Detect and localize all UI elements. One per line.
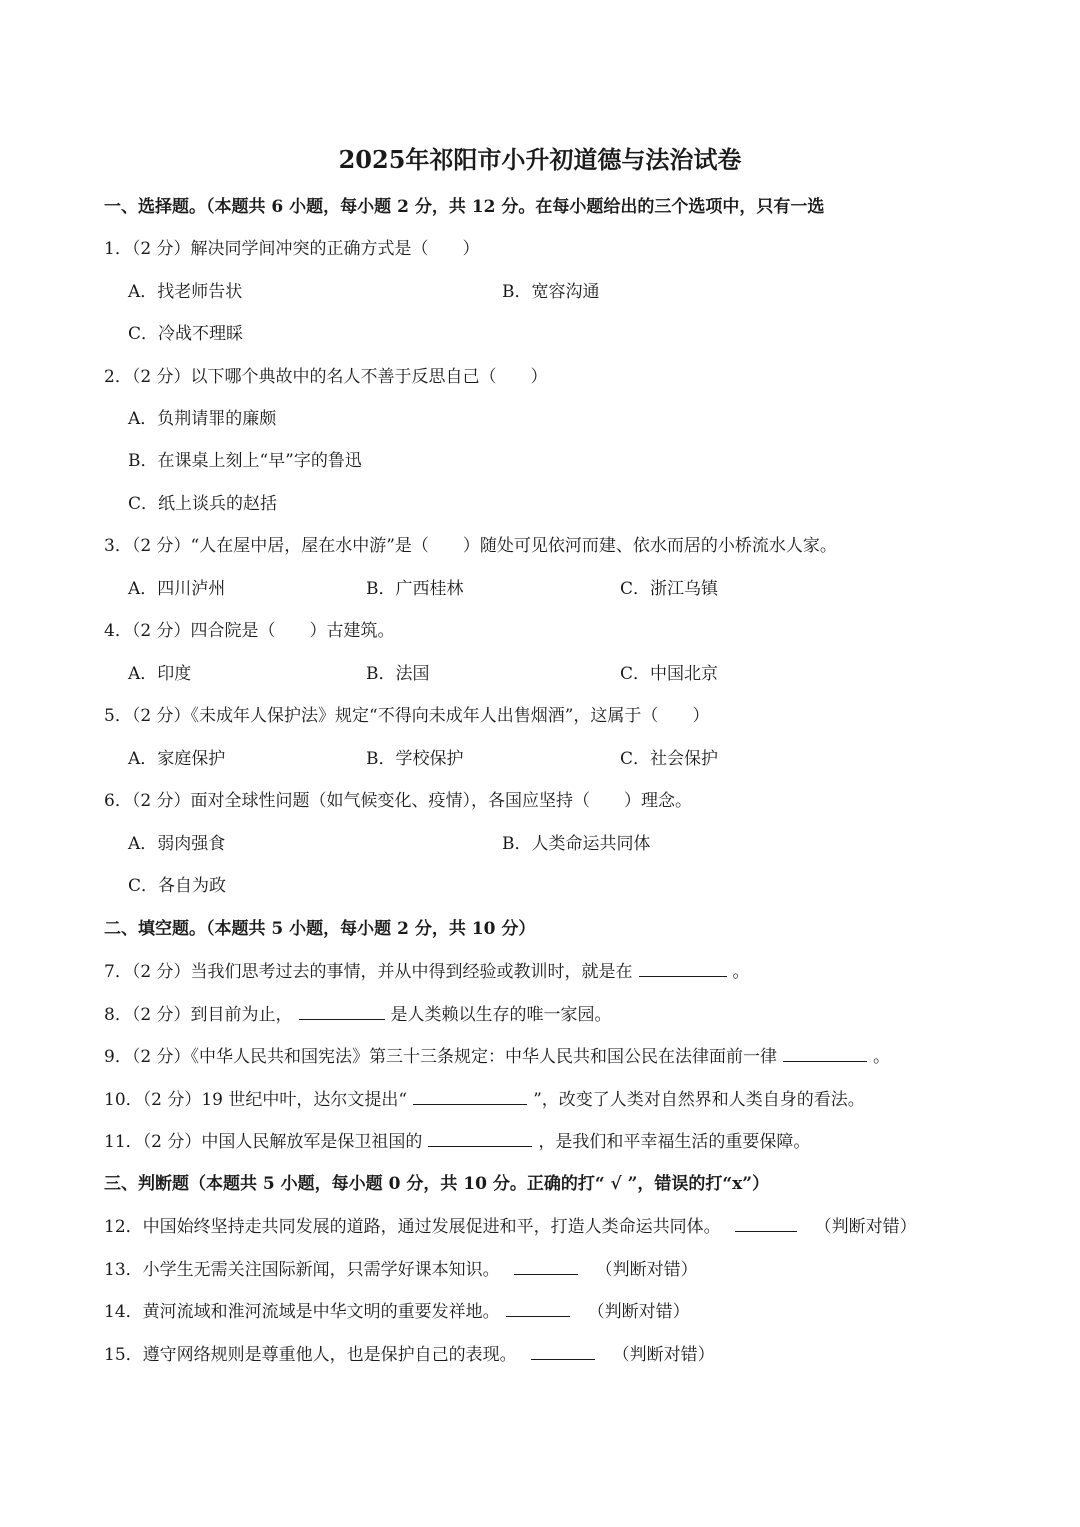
- q6-option-b: B．人类命运共同体: [502, 834, 651, 854]
- q7-text: 7．（2 分）当我们思考过去的事情，并从中得到经验或教训时，就是在: [104, 962, 633, 982]
- q12-answer-blank[interactable]: [735, 1215, 797, 1232]
- question-15: [104, 1343, 715, 1366]
- q11-text-end: ，是我们和平幸福生活的重要保障。: [538, 1132, 811, 1152]
- question-2: 2．（2 分）以下哪个典故中的名人不善于反思自己（ ）: [104, 367, 548, 387]
- section-judge-heading: 三、判断题（本题共 5 小题，每小题 0 分，共 10 分。正确的打“ √ ”，错误的打“x”）: [104, 1174, 770, 1194]
- q15-answer-blank[interactable]: [531, 1343, 595, 1360]
- q3-option-b: B．广西桂林: [366, 579, 464, 599]
- q13-answer-blank[interactable]: [514, 1258, 578, 1275]
- q2-option-b: B．在课桌上刻上“早”字的鲁迅: [128, 451, 362, 471]
- q9-answer-blank[interactable]: [783, 1045, 867, 1062]
- q10-text-end: ”，改变了人类对自然界和人类自身的看法。: [533, 1090, 865, 1110]
- q14-answer-blank[interactable]: [506, 1300, 570, 1317]
- q4-option-a: A．印度: [128, 664, 192, 684]
- q11-text: 11．（2 分）中国人民解放军是保卫祖国的: [104, 1132, 423, 1152]
- question-6: 6．（2 分）面对全球性问题（如气候变化、疫情），各国应坚持（ ）理念。: [104, 791, 693, 811]
- exam-title: 2025年祁阳市小升初道德与法治试卷: [338, 145, 742, 174]
- q13-text: 13．小学生无需关注国际新闻，只需学好课本知识。: [104, 1260, 500, 1280]
- question-10: [104, 1088, 865, 1111]
- q8-text: 8．（2 分）到目前为止，: [104, 1005, 293, 1025]
- question-9: [104, 1045, 890, 1068]
- q1-option-c: C．冷战不理睬: [128, 324, 244, 344]
- q5-option-c: C．社会保护: [620, 749, 719, 769]
- q4-option-c: C．中国北京: [620, 664, 719, 684]
- q7-text-end: 。: [732, 962, 750, 982]
- question-11: [104, 1130, 810, 1153]
- q1-option-b: B．宽容沟通: [502, 282, 600, 302]
- q10-answer-blank[interactable]: [413, 1088, 527, 1105]
- question-7: [104, 960, 750, 983]
- q15-text: 15．遵守网络规则是尊重他人，也是保护自己的表现。: [104, 1345, 517, 1365]
- q5-option-b: B．学校保护: [366, 749, 464, 769]
- question-13: [104, 1258, 698, 1281]
- q3-option-c: C．浙江乌镇: [620, 579, 719, 599]
- q9-text: 9．（2 分）《中华人民共和国宪法》第三十三条规定：中华人民共和国公民在法律面前一律: [104, 1047, 778, 1067]
- q6-option-a: A．弱肉强食: [128, 834, 226, 854]
- q6-option-c: C．各自为政: [128, 876, 227, 896]
- q11-answer-blank[interactable]: [428, 1130, 532, 1147]
- q14-text-end: （判断对错）: [587, 1302, 690, 1322]
- question-12: [104, 1215, 917, 1238]
- question-8: [104, 1003, 612, 1026]
- question-3: 3．（2 分）“人在屋中居，屋在水中游”是（ ）随处可见依河而建、依水而居的小桥流水人家。: [104, 536, 837, 556]
- q7-answer-blank[interactable]: [639, 960, 727, 977]
- q13-text-end: （判断对错）: [595, 1260, 698, 1280]
- q12-text: 12．中国始终坚持走共同发展的道路，通过发展促进和平，打造人类命运共同体。: [104, 1217, 721, 1237]
- q4-option-b: B．法国: [366, 664, 430, 684]
- q3-option-a: A．四川泸州: [128, 579, 226, 599]
- question-4: 4．（2 分）四合院是（ ）古建筑。: [104, 621, 395, 641]
- q9-text-end: 。: [873, 1047, 891, 1067]
- q14-text: 14．黄河流域和淮河流域是中华文明的重要发祥地。: [104, 1302, 500, 1322]
- q2-option-c: C．纸上谈兵的赵括: [128, 494, 278, 514]
- q1-option-a: A．找老师告状: [128, 282, 243, 302]
- q12-text-end: （判断对错）: [814, 1217, 917, 1237]
- section-fill-heading: 二、填空题。（本题共 5 小题，每小题 2 分，共 10 分）: [104, 919, 536, 939]
- q2-option-a: A．负荆请罪的廉颇: [128, 409, 277, 429]
- q8-text-end: 是人类赖以生存的唯一家园。: [390, 1005, 612, 1025]
- question-5: 5．（2 分）《未成年人保护法》规定“不得向未成年人出售烟酒”，这属于（ ）: [104, 706, 710, 726]
- question-1: 1．（2 分）解决同学间冲突的正确方式是（ ）: [104, 239, 480, 259]
- question-14: [104, 1300, 690, 1323]
- q15-text-end: （判断对错）: [612, 1345, 715, 1365]
- q5-option-a: A．家庭保护: [128, 749, 226, 769]
- section-choice-heading: 一、选择题。（本题共 6 小题，每小题 2 分，共 12 分。在每小题给出的三个选项中，只有一选: [104, 197, 825, 217]
- q8-answer-blank[interactable]: [299, 1003, 385, 1020]
- q10-text: 10．（2 分）19 世纪中叶，达尔文提出“: [104, 1090, 408, 1110]
